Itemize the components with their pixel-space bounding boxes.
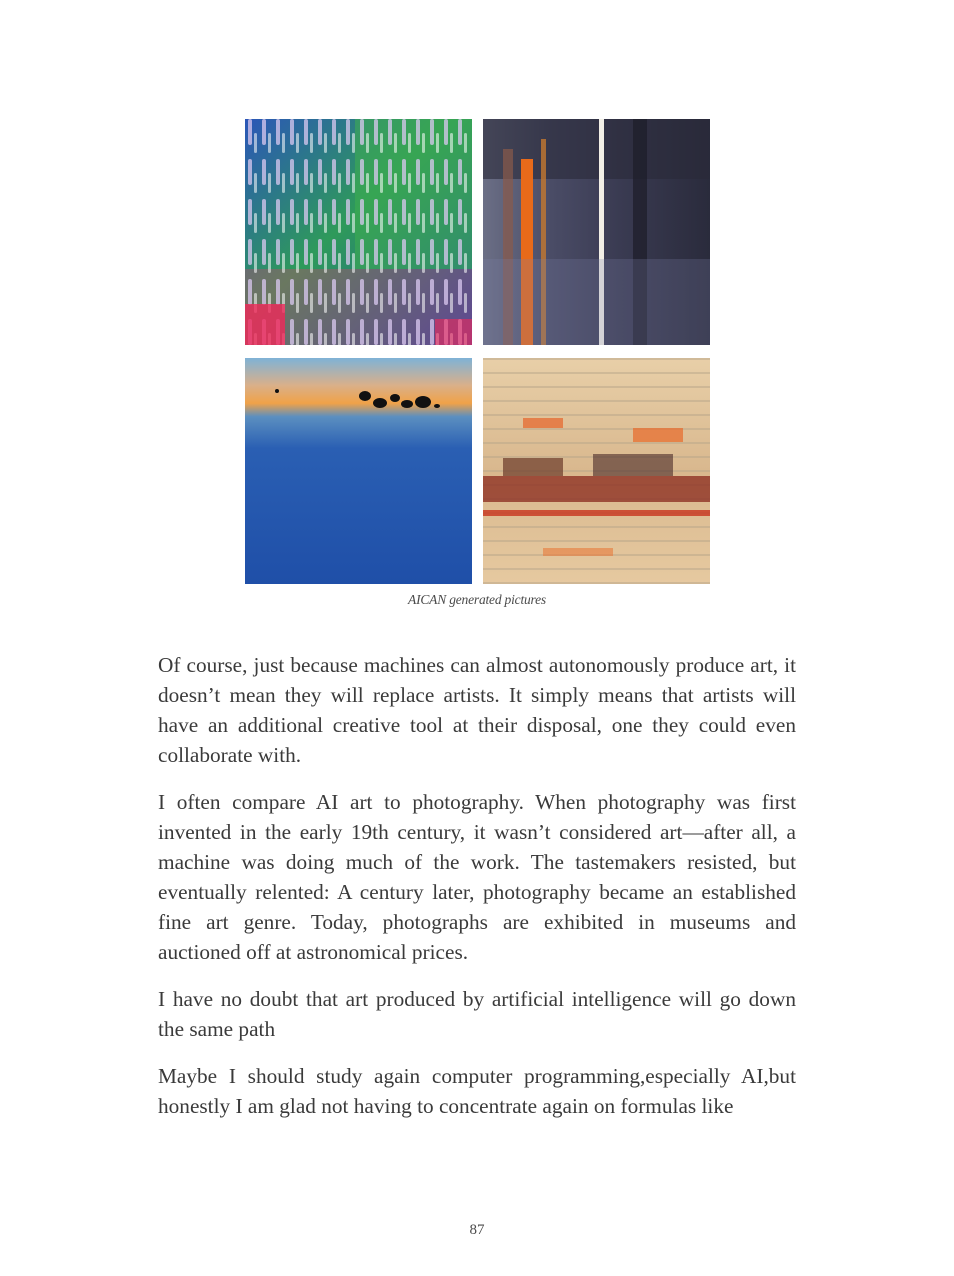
artwork-image-3	[245, 358, 472, 584]
figure-image-grid	[245, 119, 709, 584]
paragraph: I have no doubt that art produced by artificial intelligence will go down the same path	[158, 987, 796, 1041]
paragraph: I often compare AI art to photography. When photography was first invented in the early 19th century, it wasn’t considered art—after all, a machine was doing much of the work. The tastemakers resisted, but eventually relented: A century later, photography became an established fine art genre. Today, photographs are exhibited in museums and auctioned off at astronomical prices.	[158, 790, 796, 964]
page-number: 87	[469, 1222, 485, 1238]
paragraph: Of course, just because machines can almost autonomously produce art, it doesn’t mean they will replace artists. It simply means that artists will have an additional creative tool at their disposal, one they could even collaborate with.	[158, 653, 796, 767]
artwork-blue-sea-sunset	[245, 358, 472, 584]
artwork-abstract-green-blue	[245, 119, 472, 345]
body-text	[158, 650, 796, 1138]
artwork-abstract-dark-stripes	[483, 119, 710, 345]
artwork-image-4	[483, 358, 710, 584]
figure-caption: AICAN generated pictures	[408, 592, 546, 607]
artwork-abstract-beige-red	[483, 358, 710, 584]
artwork-image-2	[483, 119, 710, 345]
paragraph: Maybe I should study again computer programming,especially AI,but honestly I am glad not having to concentrate again on formulas like	[158, 1064, 796, 1118]
artwork-image-1	[245, 119, 472, 345]
